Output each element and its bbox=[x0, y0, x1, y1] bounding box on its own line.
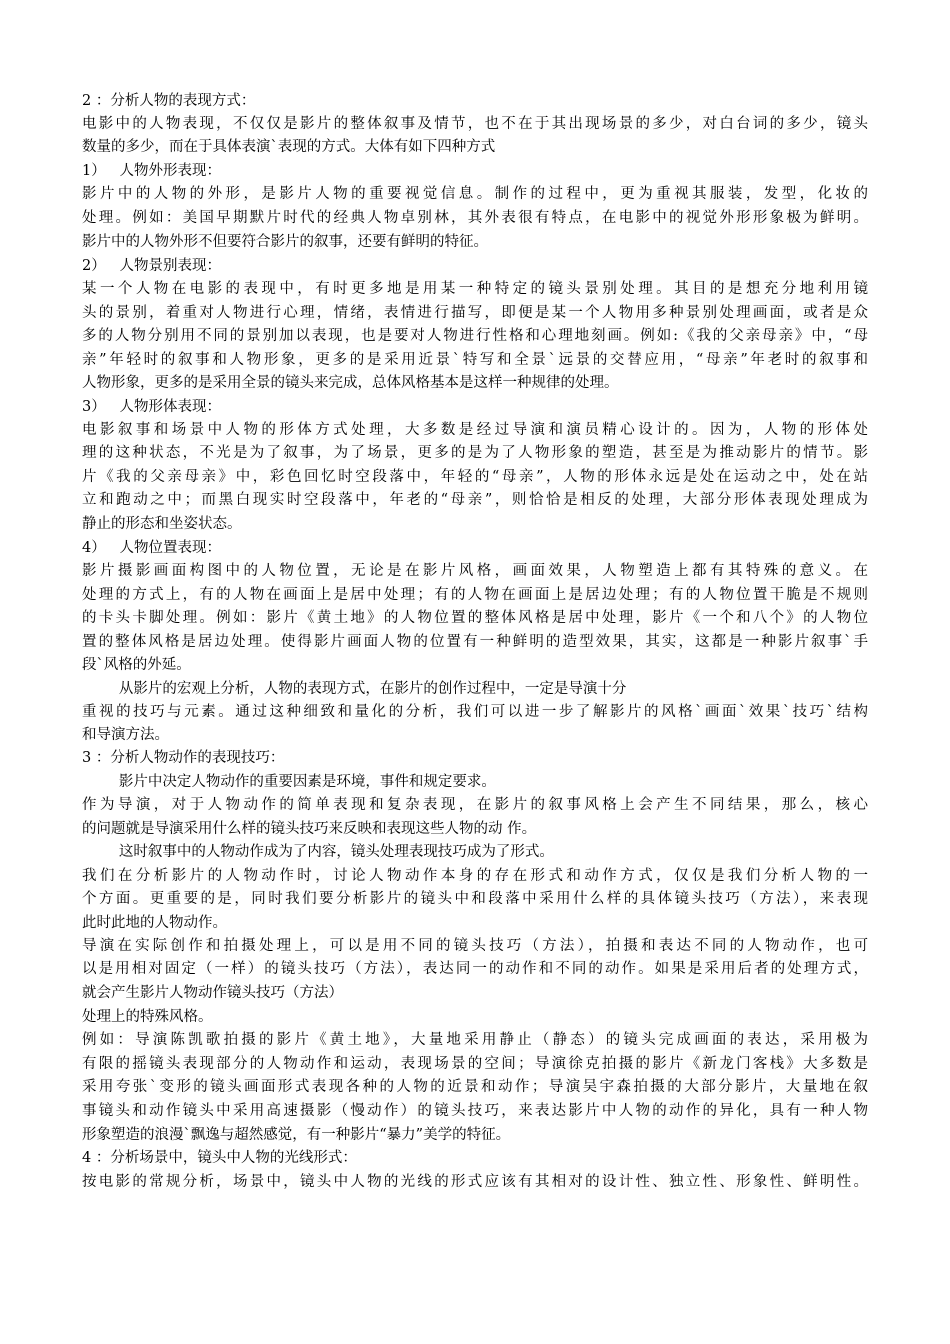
text-line: 的卡头卡脚处理。例如：影片《黄土地》的人物位置的整体风格是居中处理，影片《一个和八个》的人物位 bbox=[82, 610, 868, 626]
text-line: 影片摄影画面构图中的人物位置，无论是在影片风格，画面效果，人物塑造上都有其特殊的意义。在 bbox=[82, 563, 868, 579]
text-line: 电影中的人物表现，不仅仅是影片的整体叙事及情节，也不在于其出现场景的多少，对白台词的多少，镜头 bbox=[82, 116, 868, 132]
text-line: 2 ：分析人物的表现方式： bbox=[82, 93, 256, 109]
text-line: 头的景别，着重对人物进行心理，情绪，表情进行描写，即便是某一个人物用多种景别处理画面，或者是众 bbox=[82, 305, 868, 321]
text-line: 2） 人物景别表现： bbox=[82, 258, 222, 274]
text-line: 1） 人物外形表现： bbox=[82, 163, 222, 179]
text-line: 4 ：分析场景中，镜头中人物的光线形式： bbox=[82, 1150, 357, 1166]
text-line: 影片中决定人物动作的重要因素是环境，事件和规定要求。 bbox=[82, 774, 496, 790]
text-line: 4） 人物位置表现： bbox=[82, 540, 222, 556]
text-line: 处理的方式上，有的人物在画面上是居中处理；有的人物在画面上是居边处理；有的人物位置干脆是不规则 bbox=[82, 587, 868, 603]
text-line: 3 ：分析人物动作的表现技巧： bbox=[82, 750, 285, 766]
text-line: 个方面。更重要的是，同时我们要分析影片的镜头中和段落中采用什么样的具体镜头技巧（方法），来表现 bbox=[82, 891, 868, 907]
text-line: 以是用相对固定（一样）的镜头技巧（方法），表达同一的动作和不同的动作。如果是采用后者的处理方式， bbox=[82, 961, 868, 977]
text-line: 段`风格的外延。 bbox=[82, 657, 191, 673]
text-line: 按电影的常规分析，场景中，镜头中人物的光线的形式应该有其相对的设计性、独立性、形象性、鲜明性。 bbox=[82, 1174, 868, 1190]
text-line: 理的这种状态，不光是为了叙事，为了场景，更多的是为了人物形象的塑造，甚至是为推动影片的情节。影 bbox=[82, 445, 868, 461]
text-line: 此时此地的人物动作。 bbox=[82, 915, 227, 931]
text-line: 影片中的人物外形不但要符合影片的叙事，还要有鲜明的特征。 bbox=[82, 234, 488, 250]
text-line: 电影叙事和场景中人物的形体方式处理，大多数是经过导演和演员精心设计的。因为，人物的形体处 bbox=[82, 422, 868, 438]
text-line: 和导演方法。 bbox=[82, 727, 169, 743]
text-line: 有限的摇镜头表现部分的人物动作和运动，表现场景的空间；导演徐克拍摄的影片《新龙门客栈》大多数是 bbox=[82, 1056, 868, 1072]
text-line: 从影片的宏观上分析，人物的表现方式，在影片的创作过程中，一定是导演十分 bbox=[82, 681, 627, 697]
text-line: 数量的多少，而在于具体表演`表现的方式。大体有如下四种方式 bbox=[82, 139, 496, 155]
text-line: 重视的技巧与元素。通过这种细致和量化的分析，我们可以进一步了解影片的风格`画面`效果`技巧`结构 bbox=[82, 704, 868, 720]
text-line: 处理。例如：美国早期默片时代的经典人物卓别林，其外表很有特点，在电影中的视觉外形形象极为鲜明。 bbox=[82, 210, 868, 226]
text-line: 就会产生影片人物动作镜头技巧（方法） bbox=[82, 985, 343, 1001]
text-line: 立和跑动之中；而黑白现实时空段落中，年老的“母亲”，则恰恰是相反的处理，大部分形体表现处理成为 bbox=[82, 492, 868, 508]
text-line: 作为导演，对于人物动作的简单表现和复杂表现，在影片的叙事风格上会产生不同结果，那么，核心 bbox=[82, 797, 868, 813]
text-line: 的问题就是导演采用什么样的镜头技巧来反映和表现这些人物的动 作。 bbox=[82, 821, 537, 837]
text-line: 多的人物分别用不同的景别加以表现，也是要对人物进行性格和心理地刻画。例如:《我的父亲母亲》中，“母 bbox=[82, 328, 868, 344]
text-line: 某一个人物在电影的表现中，有时更多地是用某一种特定的镜头景别处理。其目的是想充分地利用镜 bbox=[82, 281, 868, 297]
text-line: 事镜头和动作镜头中采用高速摄影（慢动作）的镜头技巧，来表达影片中人物的动作的异化，具有一种人物 bbox=[82, 1103, 868, 1119]
text-line: 形象塑造的浪漫`飘逸与超然感觉，有一种影片“暴力”美学的特征。 bbox=[82, 1127, 511, 1143]
text-line: 人物形象，更多的是采用全景的镜头来完成，总体风格基本是这样一种规律的处理。 bbox=[82, 375, 619, 391]
text-line: 置的整体风格是居边处理。使得影片画面人物的位置有一种鲜明的造型效果，其实，这都是一种影片叙事`手 bbox=[82, 634, 868, 650]
text-line: 静止的形态和坐姿状态。 bbox=[82, 516, 242, 532]
text-line: 我们在分析影片的人物动作时，讨论人物动作本身的存在形式和动作方式，仅仅是我们分析人物的一 bbox=[82, 868, 868, 884]
text-line: 3） 人物形体表现： bbox=[82, 399, 222, 415]
text-line: 片《我的父亲母亲》中，彩色回忆时空段落中，年轻的“母亲”，人物的形体永远是处在运动之中，处在站 bbox=[82, 469, 868, 485]
text-line: 采用夸张`变形的镜头画面形式表现各种的人物的近景和动作；导演吴宇森拍摄的大部分影片，大量地在叙 bbox=[82, 1079, 868, 1095]
text-line: 例如：导演陈凯歌拍摄的影片《黄土地》，大量地采用静止（静态）的镜头完成画面的表达，采用极为 bbox=[82, 1032, 868, 1048]
text-line: 导演在实际创作和拍摄处理上，可以是用不同的镜头技巧（方法），拍摄和表达不同的人物动作，也可 bbox=[82, 938, 868, 954]
text-line: 处理上的特殊风格。 bbox=[82, 1009, 213, 1025]
text-line: 亲”年轻时的叙事和人物形象，更多的是采用近景`特写和全景`远景的交替应用，“母亲”年老时的叙事和 bbox=[82, 352, 868, 368]
text-line: 这时叙事中的人物动作成为了内容，镜头处理表现技巧成为了形式。 bbox=[82, 844, 554, 860]
text-line: 影片中的人物的外形，是影片人物的重要视觉信息。制作的过程中，更为重视其服装，发型，化妆的 bbox=[82, 186, 868, 202]
